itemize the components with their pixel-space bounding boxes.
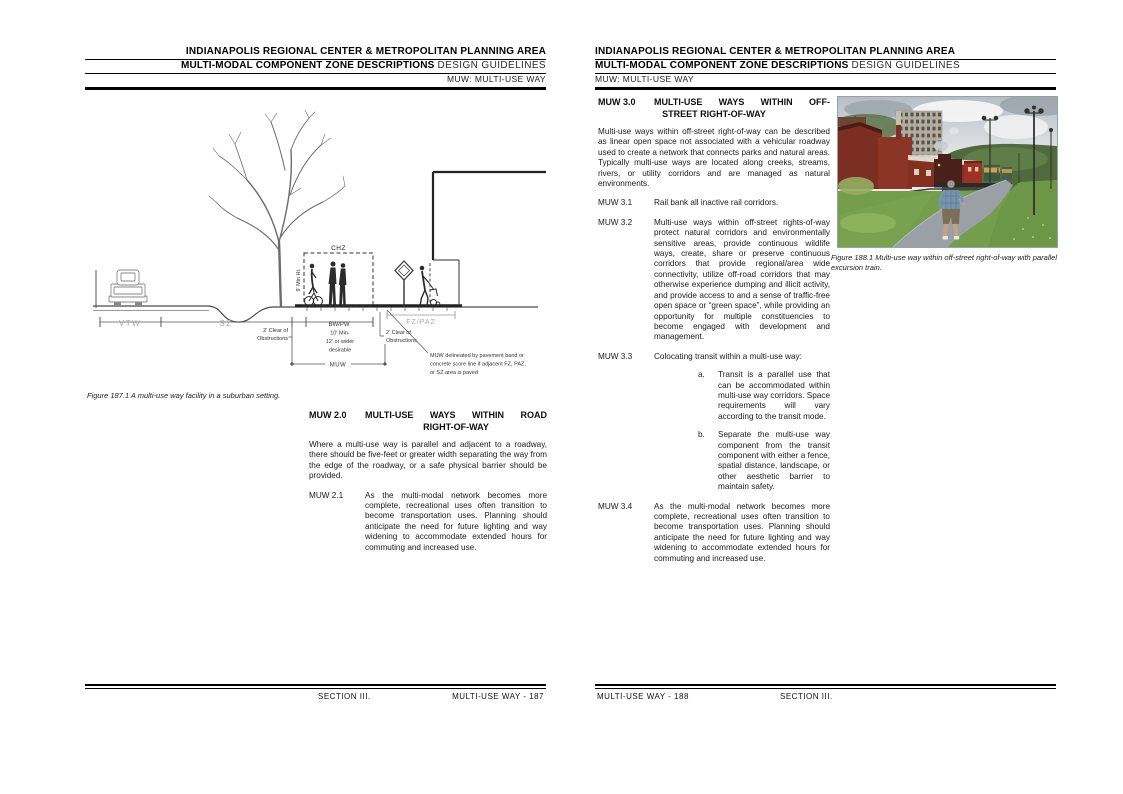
label-fz-paz: FZ/PAZ: [406, 319, 436, 326]
section-heading-muw-3: [598, 97, 830, 109]
cross-section-diagram: [85, 100, 546, 385]
page-header: [85, 46, 546, 90]
sign-drawing: [395, 261, 413, 307]
guideline-item: [598, 218, 830, 343]
label-clear-right-2: Obstructions: [386, 338, 417, 344]
header-title-line2: [595, 60, 1056, 72]
label-clear-left-1: 2' Clear of: [263, 328, 288, 334]
guideline-item: [309, 491, 547, 553]
header-rule-thick: [595, 87, 1056, 90]
photo-scene: [838, 97, 1057, 247]
label-muw: MUW: [329, 362, 347, 369]
figure-188-photo: [838, 97, 1057, 247]
pedestrians-drawing: [329, 262, 347, 306]
footer-rule: [595, 684, 1056, 689]
pickup-truck-drawing: [109, 270, 147, 306]
note-line-3: or SZ area is paved: [430, 370, 478, 376]
subitem-letter: b.: [698, 430, 705, 440]
page-footer: [595, 684, 1056, 704]
header-rule-thick: [85, 87, 546, 90]
section-heading-muw-2: [309, 410, 547, 422]
header-title-line1: INDIANAPOLIS REGIONAL CENTER & METROPOLITAN PLANNING AREA: [595, 46, 956, 57]
item-number: MUW 3.4: [598, 501, 633, 511]
note-line-1: MUW delineated by pavement band or: [430, 353, 524, 359]
page-187: [85, 0, 546, 794]
footer-rule: [85, 684, 546, 689]
label-bw-pw-dim1: 10' Min-: [330, 330, 350, 337]
footer-section-label: SECTION III.: [780, 692, 833, 701]
figure-188-caption: Figure 188.1 Multi-use way within off-street right-of-way with parallel excursion train.: [831, 253, 1057, 272]
header-line2-bold: MULTI-MODAL COMPONENT ZONE DESCRIPTIONS: [595, 60, 849, 71]
header-line2-light: DESIGN GUIDELINES: [851, 60, 961, 71]
subitem-letter: a.: [698, 370, 705, 380]
section-number: MUW 3.0: [598, 97, 636, 107]
page-footer: [85, 684, 546, 704]
section-title-line2: RIGHT-OF-WAY: [423, 421, 489, 432]
guideline-subitem: [698, 430, 830, 492]
section-title-line1: MULTI-USE WAYS WITHIN ROAD: [365, 410, 547, 420]
text-column-188: [598, 97, 830, 564]
item-text: As the multi-modal network becomes more complete, recreational uses often transition to become transportation uses. Planning should anticipate the need for future lighting and way widening to accommodate extended hours for commuting and increased use.: [365, 490, 547, 552]
item-text: As the multi-modal network becomes more complete, recreational uses often transition to become transportation uses. Planning should anticipate the need for future lighting and way widening to accommodate extended hours for commuting and increased use.: [654, 501, 830, 563]
building-outline: [430, 172, 546, 306]
footer-page-label: MULTI-USE WAY - 188: [597, 692, 689, 701]
note-line-2: concrete score line if adjacent FZ, PAZ,: [430, 361, 526, 368]
item-text: Multi-use ways within off-street rights-of-way protect natural corridors and environmentally sensitive areas, provide continuous wildlife ways, create, share or preserve continuous corridors that provide regional/area wide connectivity, utilize off-road corridors that may otherwise experience dumping and illicit activity, and provide access to and a sense of traffic-free open space or “green space”, while providing an opportunity for multiple constituencies to become engaged with development and management.: [654, 217, 830, 342]
section-intro: Multi-use ways within off-street right-of-way can be described as linear open space not associated with a vehicular roadway used to create a network that connects parks and natural areas. Typically multi-use ways are located along creeks, streams, rivers, or utility corridors and are managed as natural environments.: [598, 127, 830, 189]
label-chz: CHZ: [331, 245, 346, 252]
cyclist-drawing: [305, 264, 323, 306]
label-min-height: 9' Min Ht.: [296, 268, 302, 292]
page-header: [595, 46, 1056, 90]
section-title-line1: MULTI-USE WAYS WITHIN OFF-: [654, 97, 830, 107]
item-number: MUW 2.1: [309, 490, 344, 500]
dimension-labels: [119, 319, 526, 376]
guideline-item: [598, 352, 830, 362]
label-bw-pw-dim2: 12' or wider: [325, 339, 355, 345]
guideline-item: [598, 198, 830, 208]
item-text: Rail bank all inactive rail corridors.: [654, 198, 779, 208]
section-title-line2: STREET RIGHT-OF-WAY: [662, 108, 766, 119]
label-sz: SZ: [219, 319, 233, 328]
label-bw-pw-dim3: desirable: [328, 347, 352, 354]
footer-page-label: MULTI-USE WAY - 187: [452, 692, 544, 701]
item-number: MUW 3.2: [598, 217, 633, 227]
guideline-item: [598, 502, 830, 564]
subitem-text: Transit is a parallel use that can be accommodated within multi-use way corridors. Space requirements will vary according to the transit mode.: [718, 370, 830, 421]
section-intro: Where a multi-use way is parallel and adjacent to a roadway, there should be five-feet or greater width separating the way from the edge of the roadway, or a safe physical barrier should be provided.: [309, 440, 547, 481]
header-title-line2: [85, 60, 546, 72]
subitem-text: Separate the multi-use way component from the transit component with either a fence, spatial distance, landscape, or other aesthetic barrier to maintain safety.: [718, 430, 830, 492]
text-column-187: [309, 410, 547, 553]
label-vtw: VTW: [118, 319, 142, 328]
footer-section-label: SECTION III.: [318, 692, 371, 701]
label-bw-pw: BW/PW: [328, 322, 350, 328]
label-clear-left-2: Obstructions: [257, 336, 288, 342]
item-text: Colocating transit within a multi-use way:: [654, 351, 802, 361]
item-number: MUW 3.3: [598, 351, 633, 361]
header-line2-bold: MULTI-MODAL COMPONENT ZONE DESCRIPTIONS: [180, 60, 435, 71]
section-number: MUW 2.0: [309, 410, 347, 420]
tree-drawing: [209, 110, 345, 306]
header-line2-light: DESIGN GUIDELINES: [437, 60, 546, 71]
guideline-subitem: [698, 370, 830, 422]
figure-187-caption: Figure 187.1 A multi-use way facility in a suburban setting.: [87, 391, 281, 400]
item-number: MUW 3.1: [598, 198, 633, 208]
label-clear-right-1: 2' Clear of: [386, 330, 411, 336]
page-188: [595, 0, 1056, 794]
header-title-line1: INDIANAPOLIS REGIONAL CENTER & METROPOLITAN PLANNING AREA: [185, 46, 546, 57]
header-subtitle: MUW: MULTI-USE WAY: [595, 74, 694, 84]
header-subtitle: MUW: MULTI-USE WAY: [447, 74, 546, 84]
